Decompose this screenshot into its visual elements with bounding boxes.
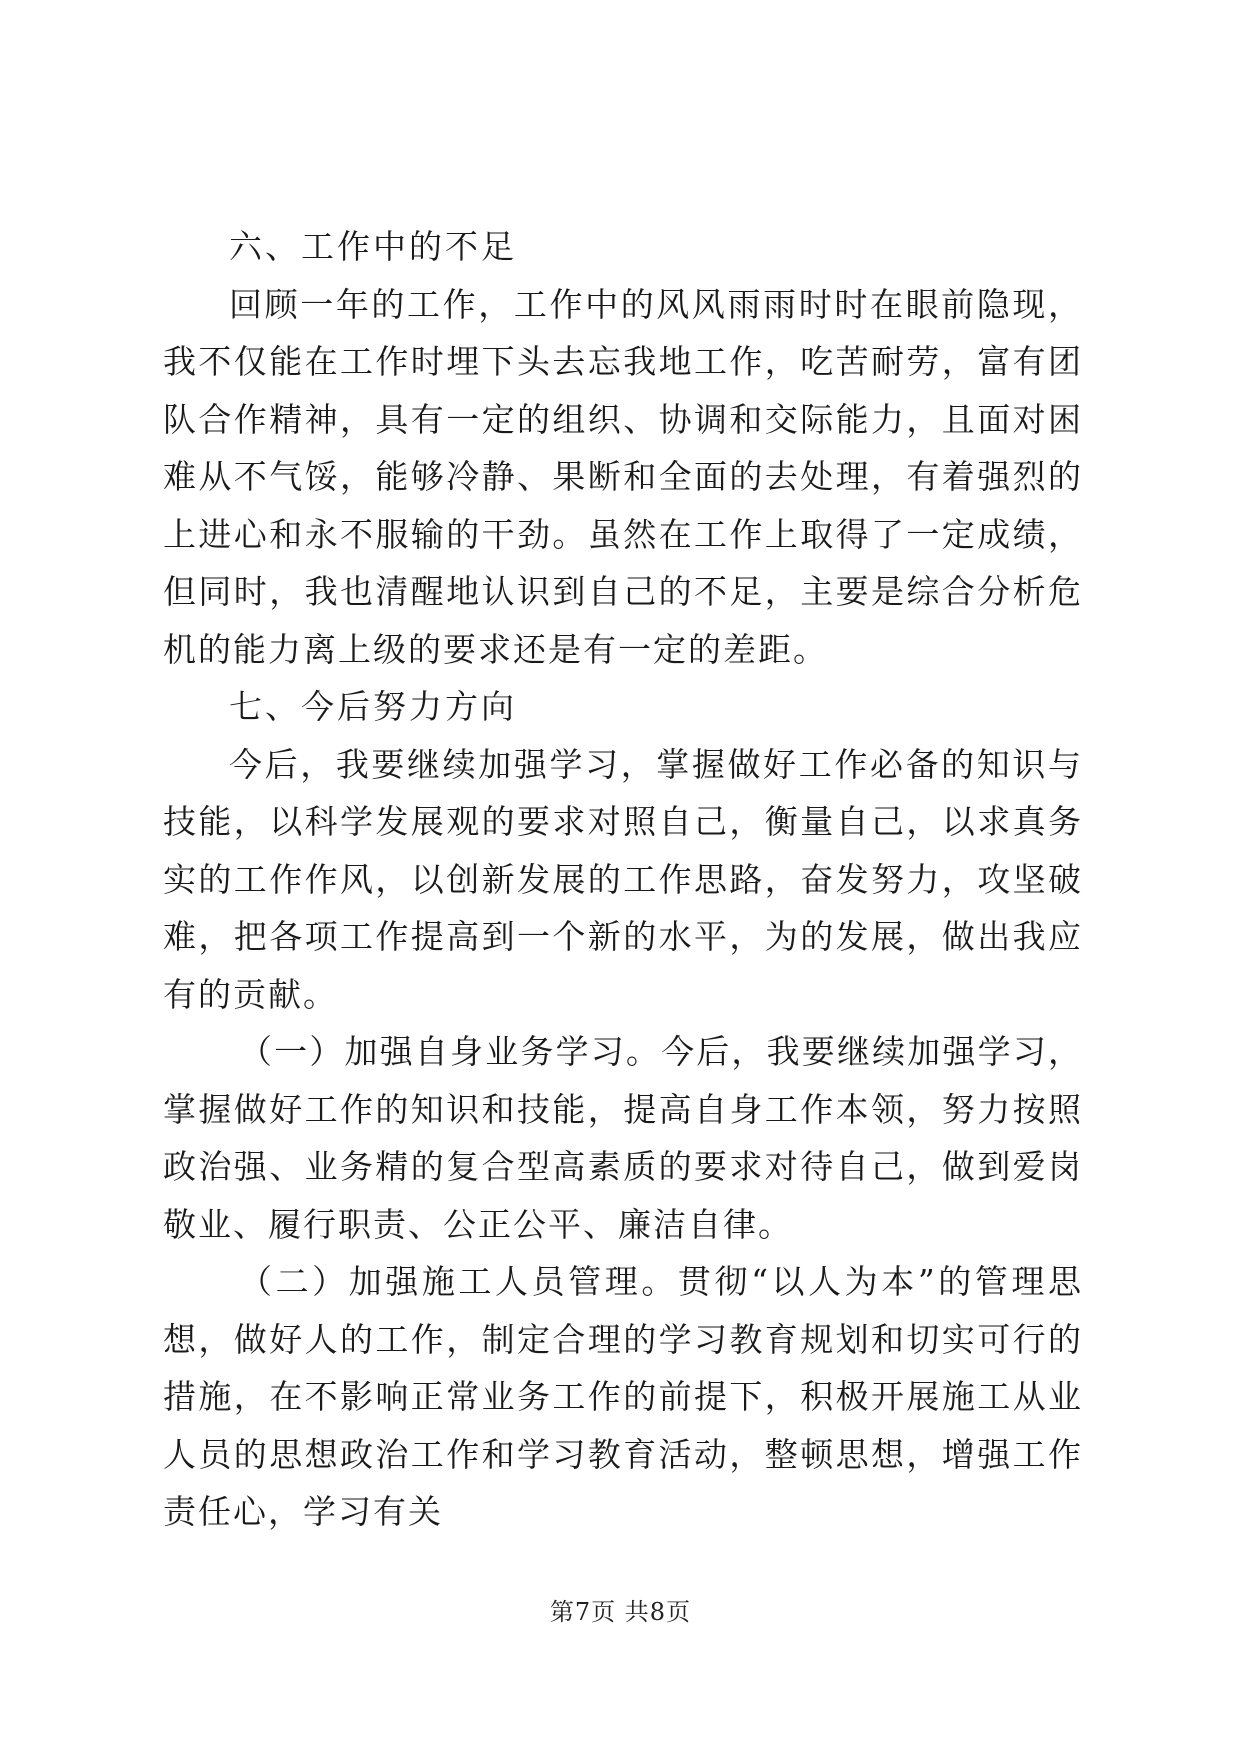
paragraph-shortcomings: 回顾一年的工作，工作中的风风雨雨时时在眼前隐现，我不仅能在工作时埋下头去忘我地工作，吃苦耐劳，富有团队合作精神，具有一定的组织、协调和交际能力，且面对困难从不气馁，能够冷静、果断和全面的去处理，有着强烈的上进心和永不服输的干劲。虽然在工作上取得了一定成绩，但同时，我也清醒地认识到自己的不足，主要是综合分析危机的能力离上级的要求还是有一定的差距。 xyxy=(163,284,1083,669)
page-number-footer: 第7页 共8页 xyxy=(549,1598,692,1626)
paragraph-item-business-study: （一）加强自身业务学习。今后，我要继续加强学习，掌握做好工作的知识和技能，提高自身工作本领，努力按照政治强、业务精的复合型高素质的要求对待自己，做到爱岗敬业、履行职责、公正公平、廉洁自律。 xyxy=(163,1032,1083,1244)
paragraph-future-direction: 今后，我要继续加强学习，掌握做好工作必备的知识与技能，以科学发展观的要求对照自己，衡量自己，以求真务实的工作作风，以创新发展的工作思路，奋发努力，攻坚破难，把各项工作提高到一个新的水平，为的发展，做出我应有的贡献。 xyxy=(163,744,1083,1014)
section-heading-shortcomings: 六、工作中的不足 xyxy=(229,227,517,266)
document-body xyxy=(163,218,1083,1541)
paragraph-item-staff-management: （二）加强施工人员管理。贯彻“以人为本”的管理思想，做好人的工作，制定合理的学习教育规划和切实可行的措施，在不影响正常业务工作的前提下，积极开展施工从业人员的思想政治工作和学习教育活动，整顿思想，增强工作责任心，学习有关 xyxy=(163,1262,1083,1531)
section-heading-future-direction: 七、今后努力方向 xyxy=(229,687,517,726)
